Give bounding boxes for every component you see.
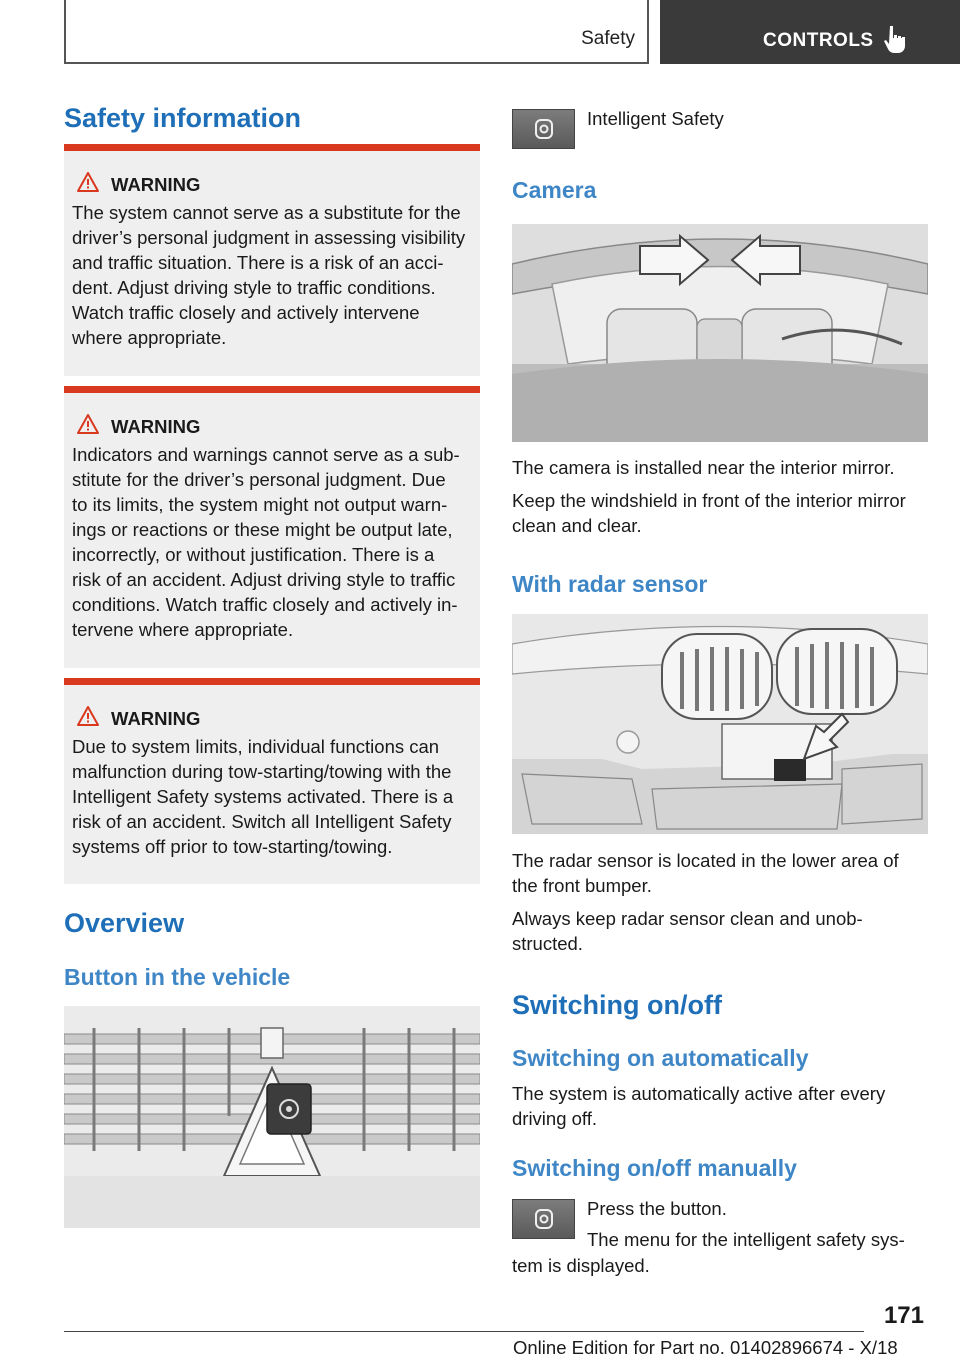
text-line: risk of an accident. Switch all Intelligent Safety (72, 811, 452, 832)
intelligent-safety-caption: Intelligent Safety (587, 108, 724, 129)
warning-box-3 (64, 678, 480, 884)
safety-car-icon (533, 118, 555, 140)
dashboard-button-illustration (64, 1006, 480, 1228)
page-number: 171 (883, 1302, 924, 1329)
camera-location-illustration (512, 224, 928, 442)
overview-heading: Overview (64, 908, 185, 938)
text-line: to its limits, the system might not output warn- (72, 494, 448, 515)
header-section-box (64, 0, 649, 64)
switching-on-automatically-heading: Switching on automatically (512, 1045, 809, 1071)
header-section-label: Safety (581, 28, 635, 49)
warning-label: WARNING (111, 174, 201, 195)
warning-box-1 (64, 144, 480, 376)
text-line: clean and clear. (512, 515, 642, 536)
warning-text (72, 200, 478, 350)
text-line: the front bumper. (512, 875, 652, 896)
text-line: Due to system limits, individual functions can (72, 736, 440, 757)
warning-text (72, 442, 478, 642)
header-chapter-tab[interactable] (660, 0, 960, 64)
press-button-text: Press the button. (587, 1198, 727, 1219)
text-line: The radar sensor is located in the lower area of (512, 850, 899, 871)
footer-divider (64, 1331, 864, 1332)
button-in-vehicle-heading: Button in the vehicle (64, 964, 291, 990)
warning-box-2 (64, 386, 480, 668)
safety-car-icon (533, 1208, 555, 1230)
text-line: Intelligent Safety systems activated. There is a (72, 786, 454, 807)
text-line: structed. (512, 933, 583, 954)
edition-note: Online Edition for Part no. 01402896674 - X/18 (513, 1337, 898, 1358)
text-line: risk of an accident. Adjust driving style to traffic (72, 569, 456, 590)
text-line: ings or reactions or these might be output late, (72, 519, 453, 540)
switching-on-off-heading: Switching on/off (512, 990, 722, 1020)
camera-heading: Camera (512, 177, 597, 203)
intelligent-safety-button-icon (512, 1199, 575, 1239)
radar-text-2 (512, 906, 863, 956)
text-line: Indicators and warnings cannot serve as a sub- (72, 444, 460, 465)
text-line: malfunction during tow-starting/towing with the (72, 761, 452, 782)
intelligent-safety-button-icon (512, 109, 575, 149)
text-line: tervene where appropriate. (72, 619, 294, 640)
warning-triangle-icon (76, 171, 100, 193)
safety-information-title: Safety information (64, 103, 302, 133)
radar-text-1 (512, 848, 899, 898)
hand-pointer-icon (882, 24, 908, 54)
text-line: Always keep radar sensor clean and unob- (512, 908, 863, 929)
text-line: The system cannot serve as a substitute for the (72, 202, 461, 223)
text-line: dent. Adjust driving style to traffic conditions. (72, 277, 436, 298)
camera-text-1: The camera is installed near the interior mirror. (512, 457, 895, 478)
menu-displayed-text-1: The menu for the intelligent safety sys- (587, 1229, 905, 1250)
radar-sensor-heading: With radar sensor (512, 571, 708, 597)
text-line: Watch traffic closely and actively intervene (72, 302, 420, 323)
warning-text (72, 734, 478, 859)
text-line: driver’s personal judgment in assessing visibility (72, 227, 466, 248)
switching-on-off-manually-heading: Switching on/off manually (512, 1155, 797, 1181)
camera-text-2 (512, 488, 906, 538)
chapter-tab-label: CONTROLS (763, 30, 874, 51)
text-line: driving off. (512, 1108, 598, 1129)
text-line: and traffic situation. There is a risk of an acci- (72, 252, 444, 273)
warning-triangle-icon (76, 705, 100, 727)
warning-triangle-icon (76, 413, 100, 435)
warning-label: WARNING (111, 708, 201, 729)
text-line: The system is automatically active after every (512, 1083, 886, 1104)
text-line: systems off prior to tow-starting/towing. (72, 836, 393, 857)
text-line: incorrectly, or without justification. There is a (72, 544, 435, 565)
menu-displayed-text-2: tem is displayed. (512, 1255, 650, 1276)
text-line: where appropriate. (72, 327, 227, 348)
warning-label: WARNING (111, 416, 201, 437)
text-line: stitute for the driver’s personal judgment. Due (72, 469, 446, 490)
automatic-text (512, 1081, 885, 1131)
text-line: Keep the windshield in front of the interior mirror (512, 490, 906, 511)
radar-sensor-illustration (512, 614, 928, 834)
text-line: conditions. Watch traffic closely and actively in- (72, 594, 458, 615)
